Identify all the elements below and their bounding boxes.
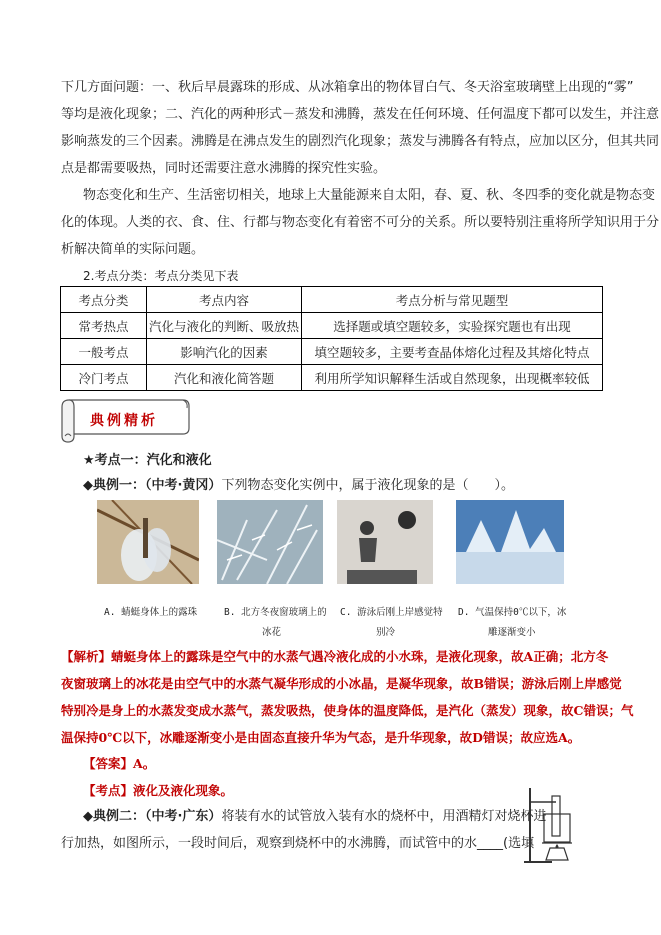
section-title: 2.考点分类：考点分类见下表 [83,269,239,283]
intro-line-5: 物态变化和生产、生活密切相关，地球上大量能源来自太阳，春、夏、秋、冬四季的变化就是物态变 [83,188,656,203]
frost-photo [217,500,323,584]
example1-question [83,478,514,494]
swimmer-photo [337,500,433,584]
option-c-line2: 别冷 [376,627,396,638]
table-cell: 选择题或填空题较多，实验探究题也有出现 [302,313,603,339]
table-header: 考点内容 [147,287,302,313]
intro-line-1: 下几方面问题：一、秋后早晨露珠的形成、从冰箱拿出的物体冒白气、冬天浴室玻璃壁上出现的“雾” [61,80,634,95]
answer: 【答案】A。 [83,756,156,771]
option-c-line1: C. 游泳后刚上岸感觉特 [340,607,443,618]
ice-sculpture-photo [456,500,564,584]
table-row [61,313,603,339]
table-header: 考点分类 [61,287,147,313]
example2-text: 将装有水的试管放入装有水的烧杯中，用酒精灯对烧杯进 [221,809,547,824]
table-row [61,339,603,365]
option-b-line2: 冰花 [262,627,282,638]
intro-line-4: 点是都需要吸热，同时还需要注意水沸腾的探究性实验。 [61,161,387,176]
kaodian-note: 【考点】液化及液化现象。 [83,783,234,798]
table-cell: 填空题较多，主要考查晶体熔化过程及其熔化特点 [302,339,603,365]
intro-line-7: 析解决简单的实际问题。 [61,242,205,257]
example2-line-2: 行加热，如图所示，一段时间后，观察到烧杯中的水沸腾，而试管中的水____(选填 [61,836,535,851]
analysis-line-2: 夜窗玻璃上的冰花是由空气中的水蒸气凝华形成的小冰晶，是凝华现象，故B错误；游泳后刚上岸感觉 [61,676,622,691]
option-d-line2: 雕逐渐变小 [488,627,536,638]
example2-label: ◆典例二：（中考·广东） [83,809,222,824]
table-cell: 常考热点 [61,313,147,339]
table-cell: 影响汽化的因素 [147,339,302,365]
banner-title: 典例精析 [90,413,158,429]
option-b-line1: B. 北方冬夜窗玻璃上的 [224,607,327,618]
example2-line-1 [83,809,546,825]
table-header: 考点分析与常见题型 [302,287,603,313]
table-cell: 一般考点 [61,339,147,365]
analysis-line-3: 特别冷是身上的水蒸发变成水蒸气，蒸发吸热，使身体的温度降低，是汽化（蒸发）现象，故C错误；气 [61,703,634,718]
kaodian-heading: ★考点一：汽化和液化 [83,453,212,468]
option-a: A. 蜻蜓身体上的露珠 [104,607,198,618]
kaodian-table [60,286,603,391]
intro-line-6: 化的体现。人类的衣、食、住、行都与物态变化有着密不可分的关系。所以要特别注重将所学知识用于分 [61,215,660,230]
intro-line-2: 等均是液化现象；二、汽化的两种形式－蒸发和沸腾，蒸发在任何环境、任何温度下都可以发生，并注意 [61,107,660,122]
intro-line-3: 影响蒸发的三个因素。沸腾是在沸点发生的剧烈汽化现象；蒸发与沸腾各有特点，应加以区分，但其共同 [61,134,660,149]
example1-label: ◆典例一：（中考·黄冈） [83,478,222,493]
table-cell: 冷门考点 [61,365,147,391]
table-cell: 汽化与液化的判断、吸放热 [147,313,302,339]
lab-apparatus-diagram [522,786,582,866]
analysis-line-1: 【解析】蜻蜓身体上的露珠是空气中的水蒸气遇冷液化成的小水珠，是液化现象，故A正确；北方冬 [61,649,609,664]
dragonfly-photo [97,500,199,584]
example1-text: 下列物态变化实例中，属于液化现象的是（ ）。 [221,478,514,493]
table-header-row [61,287,603,313]
table-row [61,365,603,391]
table-cell: 汽化和液化简答题 [147,365,302,391]
analysis-line-4: 温保持0℃以下，冰雕逐渐变小是由固态直接升华为气态，是升华现象，故D错误；故应选A。 [61,730,581,745]
option-d-line1: D. 气温保持0℃以下，冰 [458,607,567,618]
table-cell: 利用所学知识解释生活或自然现象，出现概率较低 [302,365,603,391]
